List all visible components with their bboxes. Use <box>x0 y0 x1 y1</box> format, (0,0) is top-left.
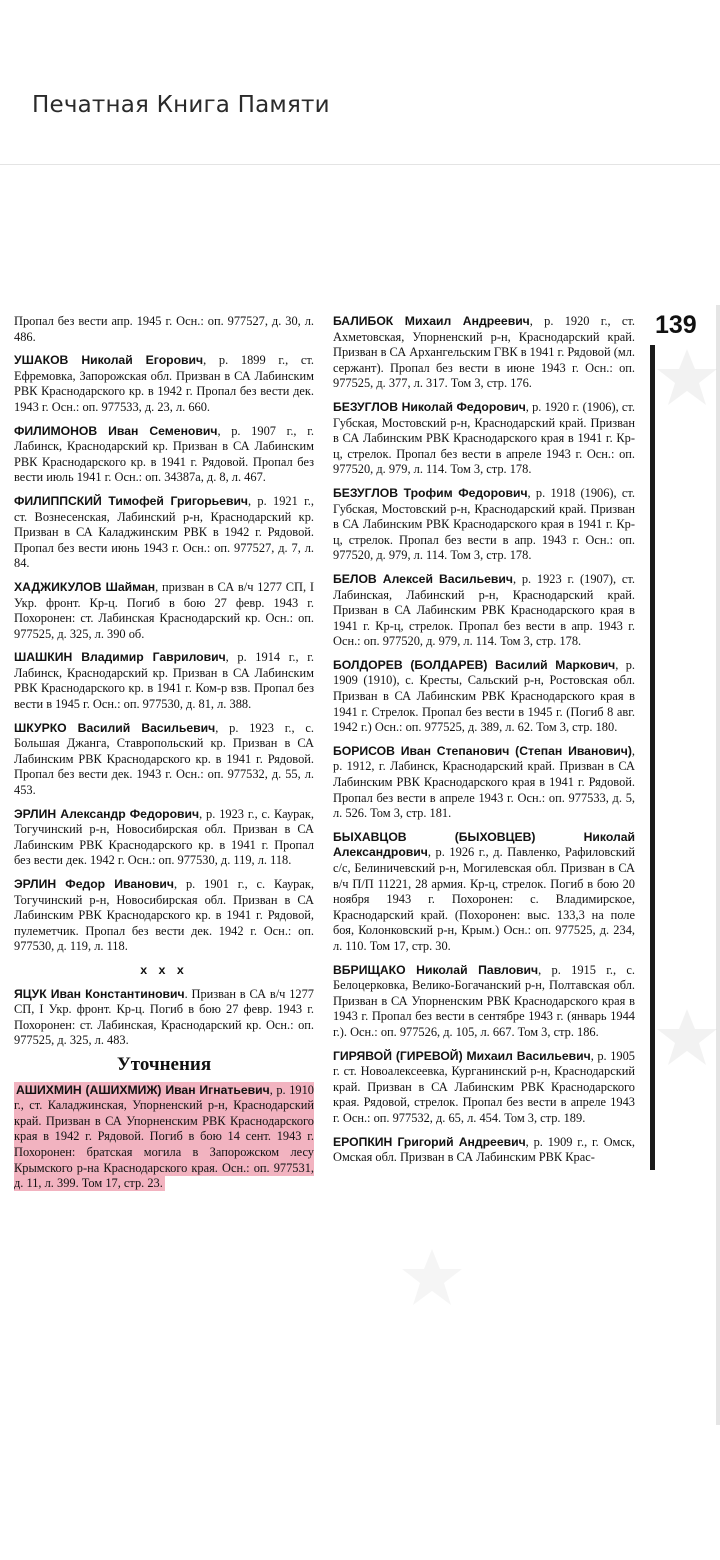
page-number: 139 <box>655 311 697 339</box>
section-heading: Уточнения <box>116 1053 212 1075</box>
list-item: ШАШКИН Владимир Гаврилович, р. 1914 г., г. Лабинск, Краснодарский кр. Призван в СА Лабинским РВК Краснодарского кр. в 1941 г. Ком-р взв. Пропал без вести в 1945 г. Осн.: оп. 977530, д. 81, л. 388. <box>14 650 314 712</box>
list-item: ХАДЖИКУЛОВ Шайман, призван в СА в/ч 1277 СП, I Укр. фронт. Кр-ц. Погиб в бою 27 февр. 1943 г. Похоронен: ст. Лабинская Краснодарский кр. Осн.: оп. 977525, д. 325, л. 390 об. <box>14 579 314 641</box>
list-item: БЕЗУГЛОВ Трофим Федорович, р. 1918 (1906), ст. Губская, Мостовский р-н, Краснодарский край. Призван в СА Лабинским РВК Краснодарского края в 1941 г. Кр-ц, стрелок. Пропал без вести в апр. 1943 г. Осн.: оп. 977520, д. 979, л. 114. Том 3, стр. 178. <box>333 485 635 563</box>
app-title: Печатная Книга Памяти <box>32 92 330 118</box>
list-item: ЕРОПКИН Григорий Андреевич, р. 1909 г., г. Омск, Омская обл. Призван в СА Лабинским РВК Крас- <box>333 1134 635 1165</box>
star-watermark-icon <box>655 345 719 409</box>
left-column <box>14 314 314 1200</box>
list-item: ФИЛИППСКИЙ Тимофей Григорьевич, р. 1921 г., ст. Вознесенская, Лабинский р-н, Краснодарский кр. Призван в СА Каладжинским РВК в 1942 г. Рядовой. Пропал без вести июнь 1943 г. Осн.: оп. 977527, д. 7, л. 84. <box>14 493 314 571</box>
list-item: ШКУРКО Василий Васильевич, р. 1923 г., с. Большая Джанга, Ставропольский кр. Призван в СА Лабинским РВК Краснодарского кр. в 1941 г. Рядовой. Пропал без вести дек. 1943 г. Осн.: оп. 977532, д. 55, л. 453. <box>14 720 314 798</box>
list-item: БАЛИБОК Михаил Андреевич, р. 1920 г., ст. Ахметовская, Упорненский р-н, Краснодарский край. Призван в СА Архангельским ГВК в 1941 г. Рядовой (мл. сержант). Пропал без вести в июне 1943 г. Осн.: оп. 977525, д. 377, л. 317. Том 3, стр. 176. <box>333 314 635 391</box>
list-item: ЭРЛИН Александр Федорович, р. 1923 г., с. Каурак, Тогучинский р-н, Новосибирская обл. Призван в СА Лабинским РВК Краснодарского кр. в 1941 г. Пропал без вести дек. 1942 г. Осн.: оп. 977530, д. 119, л. 118. <box>14 806 314 868</box>
list-item: БЫХАВЦОВ (БЫХОВЦЕВ) Николай Александрович, р. 1926 г., д. Павленко, Рафиловский с/с, Белиничевский р-н, Могилевская обл. Призван в СА в/ч П/П 11221, 28 армия. Кр-ц, стрелок. Погиб в бою 20 ноября 1943 г. Похоронен: с. Владимирское, Краснодарский край. (Похоронен: выс. 133,3 на поле боя, Колонковский р-н, Крым.) Осн.: оп. 977525, д. 234, л. 110. Том 17, стр. 30. <box>333 829 635 953</box>
text-highlight: АШИХМИН (АШИХМИЖ) Иван Игнатьевич, р. 1910 г., ст. Каладжинская, Упорненский р-н, Краснодарский край. Призван в СА Упорненским РВК Краснодарского края в 1942 г. Рядовой. Погиб в бою 14 сент. 1943 г. Похоронен: братская могила в Запорожском лесу Крымского р-на Краснодарского края. Осн.: оп. 977531, д. 11, л. 399. Том 17, стр. 23. <box>14 1082 315 1191</box>
app-header <box>0 0 720 165</box>
list-item: БОРИСОВ Иван Степанович (Степан Иванович), р. 1912, г. Лабинск, Краснодарский край. Призван в СА Лабинским РВК Краснодарского края в 1941 г. Рядовой. Пропал без вести в апреле 1943 г. Осн.: оп. 977533, д. 5, л. 526. Том 3, стр. 181. <box>333 743 635 821</box>
scanned-book-page[interactable] <box>0 165 720 1560</box>
page-edge <box>716 305 720 1425</box>
section-separator: х х х <box>140 962 188 977</box>
list-item: ЭРЛИН Федор Иванович, р. 1901 г., с. Каурак, Тогучинский р-н, Новосибирская обл. Призван в СА Лабинским РВК Краснодарского кр. в 1941 г. Рядовой, пулеметчик. Пропал без вести дек. 1942 г. Осн.: оп. 977530, д. 119, л. 118. <box>14 877 314 954</box>
right-column <box>333 314 635 1174</box>
page-side-bar <box>650 345 655 1170</box>
list-item: БЕЛОВ Алексей Васильевич, р. 1923 г. (1907), ст. Лабинская, Лабинский р-н, Краснодарский край. Призван в СА Лабинским РВК Краснодарского края в 1941 г. Кр-ц, стрелок. Пропал без вести в апр. 1943 г. Осн.: оп. 977520, д. 979, л. 114. Том 3, стр. 178. <box>333 571 635 649</box>
list-item: Пропал без вести апр. 1945 г. Осн.: оп. 977527, д. 30, л. 486. <box>14 314 314 344</box>
list-item: ЯЦУК Иван Константинович. Призван в СА в/ч 1277 СП, I Укр. фронт. Кр-ц. Погиб в бою 27 февр. 1943 г. Похоронен: ст. Лабинская, Краснодарский кр. Осн.: оп. 977525, д. 325, л. 483. <box>14 986 314 1048</box>
list-item: УШАКОВ Николай Егорович, р. 1899 г., ст. Ефремовка, Запорожская обл. Призван в СА Лабинским РВК Краснодарского кр. в 1942 г. Пропал без вести дек. 1943 г. Осн.: оп. 977533, д. 23, л. 660. <box>14 353 314 414</box>
list-item: ГИРЯВОЙ (ГИРЕВОЙ) Михаил Васильевич, р. 1905 г. ст. Новоалексеевка, Курганинский р-н, Краснодарский край. Призван в СА Лабинским РВК Краснодарского края. Рядовой, стрелок. Пропал без вести в апреле 1943 г. Осн.: оп. 977532, д. 65, л. 454. Том 3, стр. 189. <box>333 1048 635 1125</box>
star-watermark-icon <box>655 1005 719 1069</box>
star-watermark-icon <box>400 1245 464 1309</box>
list-item: БОЛДОРЕВ (БОЛДАРЕВ) Василий Маркович, р. 1909 (1910), с. Кресты, Сальский р-н, Ростовская обл. Призван в СА Лабинским РВК Краснодарского края в 1941 г. Стрелок. Пропал без вести в 1945 г. (Погиб 8 авг. 1942 г.) Осн.: оп. 977525, д. 389, л. 62. Том 3, стр. 180. <box>333 657 635 735</box>
list-item: ФИЛИМОНОВ Иван Семенович, р. 1907 г., г. Лабинск, Краснодарский кр. Призван в СА Лабинским РВК Краснодарского кр. в 1941 г. Рядовой. Пропал без вести июль 1941 г. Осн.: оп. 34387а, д. 8, л. 467. <box>14 423 314 485</box>
list-item: БЕЗУГЛОВ Николай Федорович, р. 1920 г. (1906), ст. Губская, Мостовский р-н, Краснодарский край. Призван в СА Лабинским РВК Краснодарского края в 1941 г. Кр-ц, стрелок. Пропал без вести в апреле 1943 г. Осн.: оп. 977520, д. 979, л. 114. Том 3, стр. 178. <box>333 399 635 477</box>
list-item: ВБРИЩАКО Николай Павлович, р. 1915 г., с. Белоцерковка, Велико-Богачанский р-н, Полтавская обл. Призван в СА Упорненским РВК Краснодарского края в 1943 г. Пропал без вести в сентябре 1943 г. (январь 1944 г.). Осн.: оп. 977526, д. 105, л. 667. Том 3, стр. 186. <box>333 962 635 1039</box>
highlighted-entry[interactable] <box>14 1083 314 1192</box>
